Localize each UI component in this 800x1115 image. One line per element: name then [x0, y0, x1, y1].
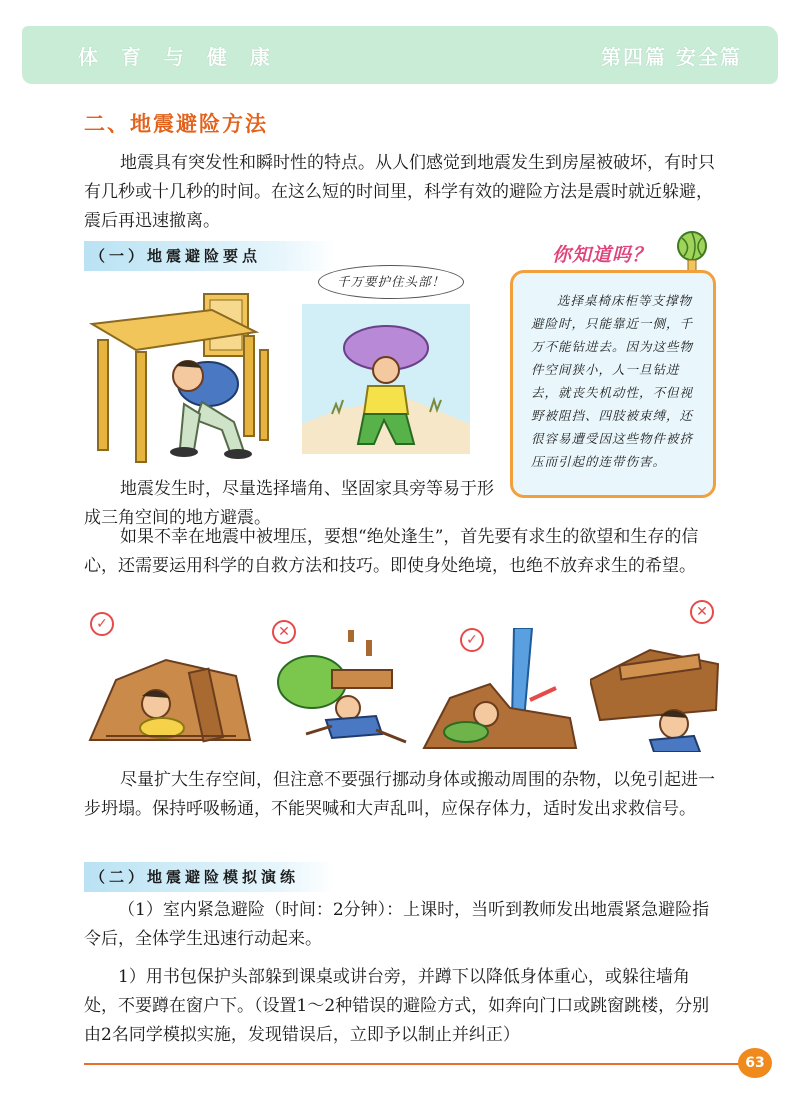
correct-mark: ✓ [90, 612, 114, 636]
correct-mark: ✓ [460, 628, 484, 652]
did-you-know-title: 你知道吗？ [552, 244, 653, 266]
subsection-title-drill: （二）地震避险模拟演练 [84, 862, 334, 892]
did-you-know-box: 选择桌椅床柜等支撑物避险时，只能靠近一侧，千万不能钻进去。因为这些物件空间狭小，人一旦钻进去，就丧失机动性，不但视野被阻挡、四肢被束缚，还很容易遭受因这些物件被挤压而引起的连带伤害。 [510, 270, 716, 498]
drill-paragraph-1: （1）室内紧急避险（时间：2分钟）：上课时，当听到教师发出地震紧急避险指令后，全体学生迅速行动起来。 [84, 900, 710, 949]
scenario-3-illustration [420, 628, 580, 750]
page-number: 63 [738, 1048, 772, 1078]
scenario-2-illustration [266, 630, 416, 750]
head-protection-illustration [302, 304, 470, 454]
triangle-space-paragraph: 地震发生时，尽量选择墙角、坚固家具旁等易于形成三角空间的地方避震。 [84, 479, 494, 528]
subsection-title-key-points: （一）地震避险要点 [84, 241, 334, 271]
table-shelter-illustration [84, 280, 284, 470]
header-book-title: 体 育 与 健 康 [78, 45, 278, 69]
drill-paragraph-2: 1）用书包保护头部躲到课桌或讲台旁，并蹲下以降低身体重心，或躲往墙角处，不要蹲在窗户下。（设置1～2种错误的避险方式，如奔向门口或跳窗跳楼，分别由2名同学模拟实施，发现错误后，立即予以制止并纠正） [84, 967, 710, 1045]
header-chapter-title: 第四篇 安全篇 [601, 45, 742, 69]
section-title: 二、地震避险方法 [84, 112, 268, 136]
wrong-mark: ✕ [690, 600, 714, 624]
wrong-mark: ✕ [272, 620, 296, 644]
intro-paragraph: 地震具有突发性和瞬时性的特点。从人们感觉到地震发生到房屋被破坏，有时只有几秒或十几秒的时间。在这么短的时间里，科学有效的避险方法是震时就近躲避，震后再迅速撤离。 [84, 153, 715, 231]
survival-space-paragraph: 尽量扩大生存空间，但注意不要强行挪动身体或搬动周围的杂物，以免引起进一步坍塌。保持呼吸畅通，不能哭喊和大声乱叫，应保存体力，适时发出求救信号。 [84, 770, 715, 819]
scenario-1-illustration [86, 640, 254, 750]
trapped-paragraph: 如果不幸在地震中被埋压，要想“绝处逢生”，首先要有求生的欲望和生存的信心，还需要运用科学的自救方法和技巧。即使身处绝境，也绝不放弃求生的希望。 [84, 527, 699, 576]
scenario-4-illustration [590, 640, 720, 752]
speech-bubble: 千万要护住头部！ [318, 265, 464, 299]
footer-rule [84, 1063, 742, 1065]
